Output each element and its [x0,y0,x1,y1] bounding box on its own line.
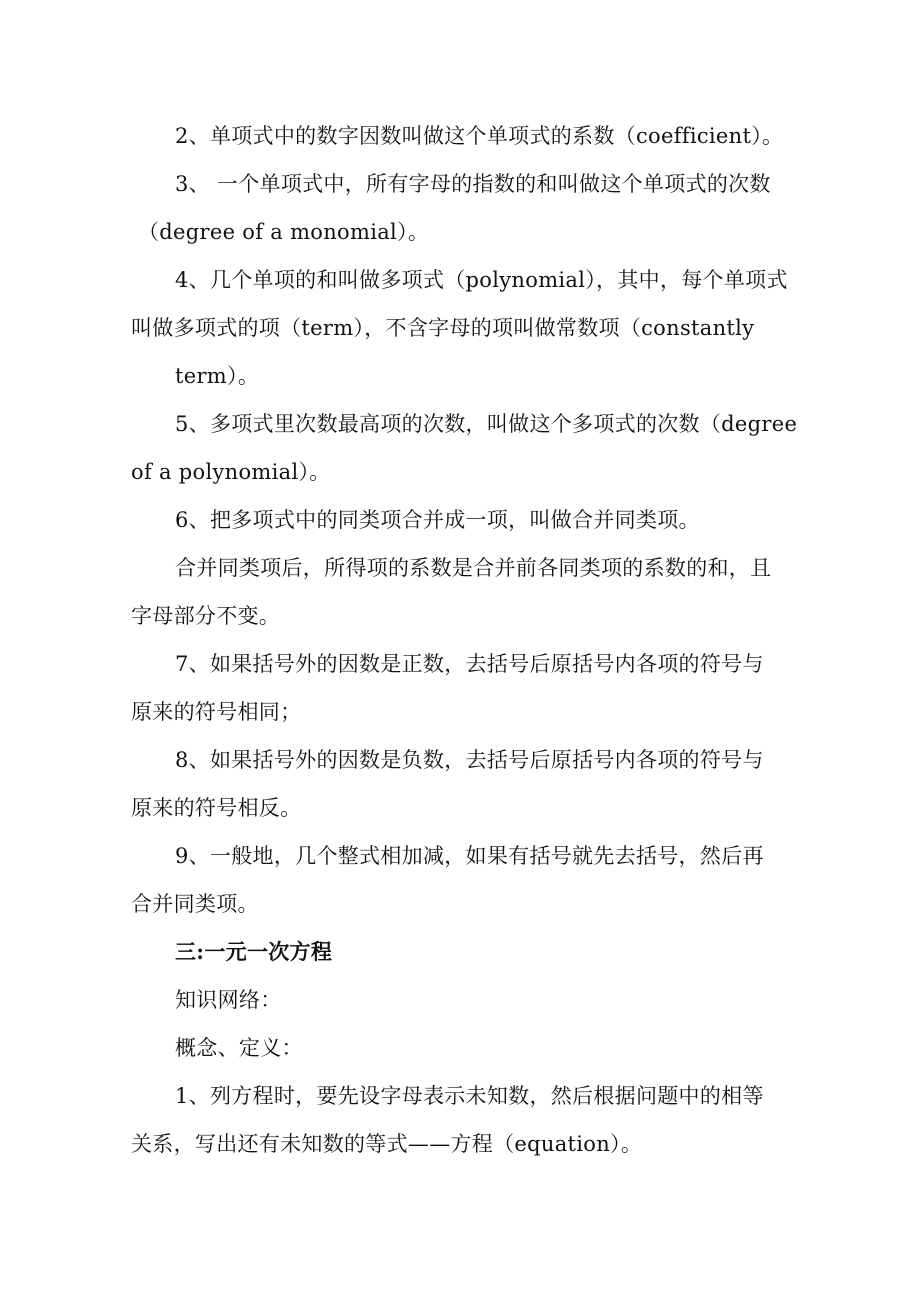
section-heading-linear-equation: 三:一元一次方程 [175,939,333,964]
text-line-polynomial-degree: 5、多项式里次数最高项的次数，叫做这个多项式的次数（degree [175,412,798,436]
text-line-polynomial-degree-cont: of a polynomial）。 [131,460,331,484]
text-line-brackets-positive-cont: 原来的符号相同； [131,700,302,724]
text-line-monomial-degree-cont: （degree of a monomial）。 [138,220,430,244]
text-line-like-terms-rule-cont: 字母部分不变。 [131,604,281,628]
text-line-monomial-degree: 3、 一个单项式中，所有字母的指数的和叫做这个单项式的次数 [175,172,771,196]
text-line-brackets-negative-cont: 原来的符号相反。 [131,796,302,820]
text-line-concepts-definitions: 概念、定义： [175,1036,303,1060]
text-line-like-terms: 6、把多项式中的同类项合并成一项，叫做合并同类项。 [175,508,700,532]
text-line-brackets-negative: 8、如果括号外的因数是负数，去括号后原括号内各项的符号与 [175,748,764,772]
text-line-add-subtract-cont: 合并同类项。 [131,892,259,916]
text-line-brackets-positive: 7、如果括号外的因数是正数，去括号后原括号内各项的符号与 [175,652,764,676]
text-line-monomial-coefficient: 2、单项式中的数字因数叫做这个单项式的系数（coefficient）。 [175,124,784,148]
text-line-polynomial-term: 叫做多项式的项（term），不含字母的项叫做常数项（constantly [131,316,755,340]
text-line-add-subtract: 9、一般地，几个整式相加减，如果有括号就先去括号，然后再 [175,844,764,868]
text-line-polynomial-term-cont: term）。 [175,364,260,388]
text-line-polynomial: 4、几个单项的和叫做多项式（polynomial），其中，每个单项式 [175,268,788,292]
text-line-knowledge-network: 知识网络： [175,988,282,1012]
text-line-like-terms-rule: 合并同类项后，所得项的系数是合并前各同类项的系数的和，且 [175,556,772,580]
text-line-equation-def-cont: 关系，写出还有未知数的等式——方程（equation）。 [131,1132,643,1156]
text-line-equation-def: 1、列方程时，要先设字母表示未知数，然后根据问题中的相等 [175,1084,764,1108]
